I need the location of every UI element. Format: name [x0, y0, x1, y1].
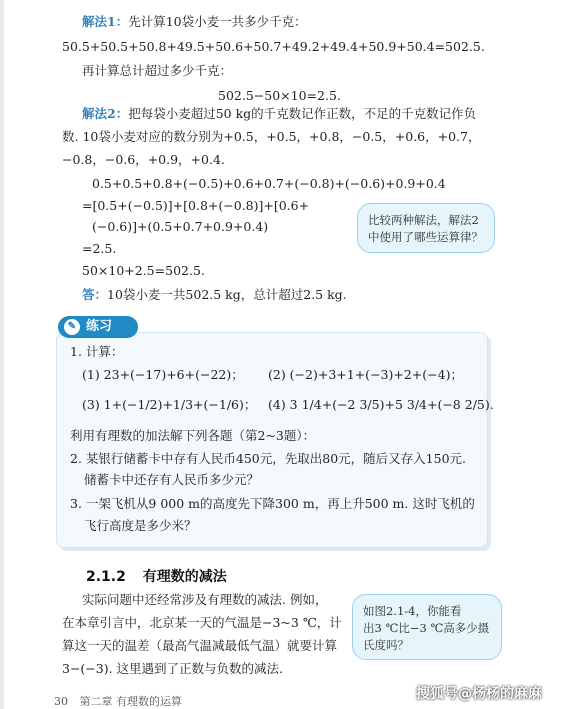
pencil-icon: ✎: [64, 319, 80, 335]
practice-heading: [58, 316, 138, 338]
method1-line4: 502.5−50×10=2.5.: [218, 88, 341, 103]
page-edge: [0, 0, 4, 709]
answer-text: 10袋小麦一共502.5 kg，总计超过2.5 kg.: [107, 287, 347, 302]
method1-label: 解法1：: [82, 14, 129, 29]
method2-heading: [82, 106, 476, 122]
method1-line2: 50.5+50.5+50.8+49.5+50.6+50.7+49.2+49.4+50.9+50.4=502.5.: [62, 39, 485, 54]
method2-calc3: (−0.6)]+(0.5+0.7+0.9+0.4): [92, 219, 269, 234]
practice-instruction: 利用有理数的加法解下列各题（第2~3题）：: [70, 428, 316, 443]
method1-heading: [82, 14, 307, 30]
practice-title: 练习: [86, 319, 113, 334]
page-number: 30: [54, 695, 68, 708]
section-p2: 在本章引言中，北京某一天的气温是−3~3 ℃，计: [62, 615, 342, 630]
practice-q1a: (1) 23+(−17)+6+(−22)；: [82, 367, 244, 382]
method2-calc2: =[0.5+(−0.5)]+[0.8+(−0.8)]+[0.6+: [82, 198, 310, 213]
hint-bubble-2-line1: 如图2.1-4，你能看: [363, 604, 462, 618]
practice-q1c: (3) 1+(−1/2)+1/3+(−1/6)；: [82, 397, 257, 412]
section-p3: 算这一天的温差（最高气温减最低气温）就要计算: [62, 638, 338, 653]
method2-answer: [82, 287, 347, 303]
page-footer: [54, 693, 182, 709]
method2-line2: 数. 10袋小麦对应的数分别为+0.5，+0.5，+0.8，−0.5，+0.6，+0.7，: [62, 129, 481, 144]
hint-bubble-1-line1: 比较两种解法，解法2: [368, 213, 479, 227]
section-number: 2.1.2: [86, 569, 126, 585]
hint-bubble-2-line3: 氏度吗？: [363, 638, 409, 652]
hint-bubble-2: [352, 594, 502, 660]
practice-q3-line2: 飞行高度是多少米？: [84, 518, 197, 533]
method2-line3: −0.8，−0.6，+0.9，+0.4.: [62, 152, 225, 167]
method2-line1: 把每袋小麦超过50 kg的千克数记作正数，不足的千克数记作负: [128, 106, 477, 121]
section-p1: 实际问题中还经常涉及有理数的减法. 例如，: [82, 592, 328, 607]
hint-bubble-1-line2: 中使用了哪些运算律？: [368, 230, 483, 244]
practice-q1: 1. 计算：: [70, 344, 124, 359]
chapter-title: 第二章 有理数的运算: [79, 695, 182, 708]
method2-calc4: =2.5.: [82, 241, 117, 256]
section-heading: [86, 566, 227, 586]
practice-q2-line2: 储蓄卡中还存有人民币多少元？: [84, 472, 260, 487]
method2-calc1: 0.5+0.5+0.8+(−0.5)+0.6+0.7+(−0.8)+(−0.6)+0.9+0.4: [92, 176, 446, 191]
watermark: 搜狐号@杨杨的麻麻: [416, 686, 542, 702]
practice-q2-line1: 2. 某银行储蓄卡中存有人民币450元，先取出80元，随后又存入150元.: [70, 451, 466, 466]
method1-line1: 先计算10袋小麦一共多少千克：: [128, 14, 307, 29]
answer-label: 答：: [82, 287, 108, 302]
practice-q3-line1: 3. 一架飞机从9 000 m的高度先下降300 m，再上升500 m. 这时飞机的: [70, 496, 475, 511]
hint-bubble-2-line2: 出3 ℃比−3 ℃高多少摄: [363, 621, 490, 635]
method2-label: 解法2：: [82, 106, 129, 121]
practice-q1b: (2) (−2)+3+1+(−3)+2+(−4)；: [268, 367, 463, 382]
practice-q1d: (4) 3 1/4+(−2 3/5)+5 3/4+(−8 2/5).: [268, 397, 494, 412]
hint-bubble-1: [357, 203, 495, 253]
method1-line3: 再计算总计超过多少千克：: [82, 63, 233, 78]
section-title: 有理数的减法: [142, 569, 227, 585]
method2-calc5: 50×10+2.5=502.5.: [82, 263, 205, 278]
section-p4: 3−(−3). 这里遇到了正数与负数的减法.: [62, 661, 284, 676]
